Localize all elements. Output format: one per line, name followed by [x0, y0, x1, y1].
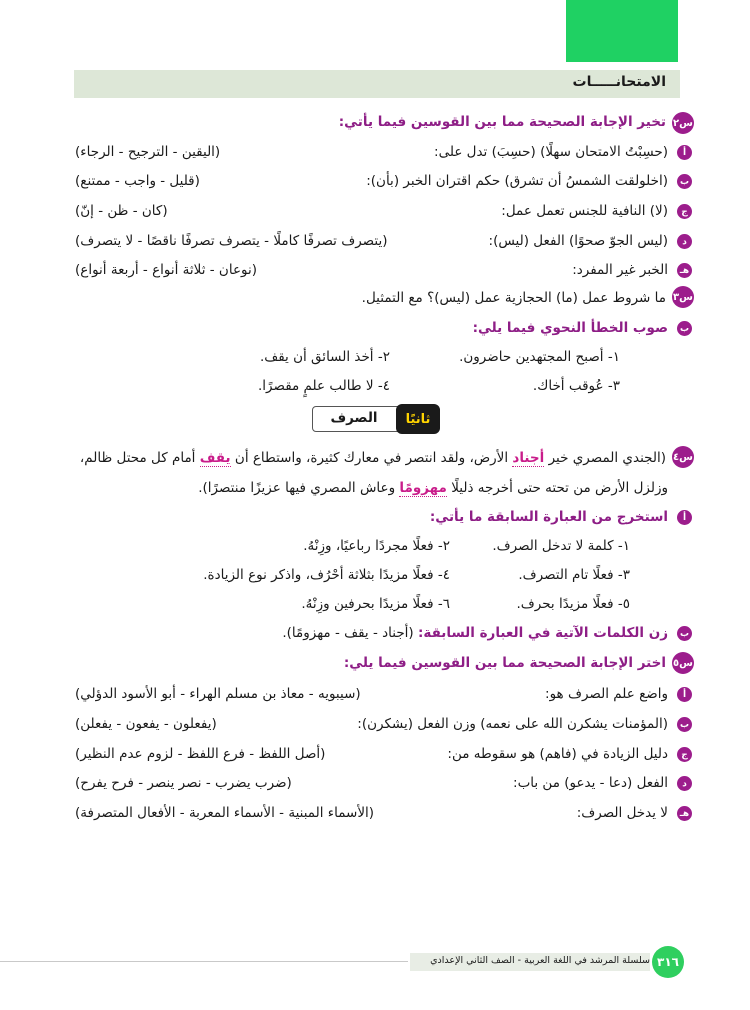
question-2-title: تخير الإجابة الصحيحة مما بين القوسين فيما يأتي: — [338, 114, 666, 130]
q4-passage-line-2 — [198, 480, 668, 496]
q3-correction-4: ٤- لا طالب علمٍ مقصرًا. — [258, 378, 390, 394]
section-name: الصرف — [330, 410, 378, 426]
q2-item-b-text: (اخلولقت الشمسُ أن تشرق) حكم اقتران الخبر (بأن): — [366, 173, 668, 189]
question-3-badge: س٣ — [672, 286, 694, 308]
passage-part: أمام كل محتل ظالم، — [79, 450, 196, 466]
q2-item-d-bullet: د — [677, 234, 692, 249]
page-number: ٣١٦ — [652, 946, 684, 978]
q5-item-d-text: الفعل (دعا - يدعو) من باب: — [513, 775, 668, 791]
q2-item-e-bullet: هـ — [677, 263, 692, 278]
passage-highlight-yaqif: يقف — [199, 450, 231, 466]
q5-item-d-options: (ضرب يضرب - نصر ينصر - فرح يفرح) — [75, 775, 292, 791]
q5-item-b-bullet: ب — [677, 717, 692, 732]
q4-extract-3: ٣- فعلًا تام التصرف. — [518, 567, 630, 583]
q2-item-e-text: الخبر غير المفرد: — [572, 262, 668, 278]
q2-item-c-bullet: ج — [677, 204, 692, 219]
q5-item-e-bullet: هـ — [677, 806, 692, 821]
passage-highlight-ajnad: أجناد — [512, 450, 545, 466]
passage-part: وعاش المصري فيها عزيزًا منتصرًا). — [198, 480, 396, 496]
q4-sub-b-text: (أجناد - يقف - مهزومًا). — [282, 625, 414, 641]
page-title: الامتحانـــــات — [572, 74, 666, 90]
q5-item-c-options: (أصل اللفظ - فرع اللفظ - لزوم عدم النظير) — [75, 746, 326, 762]
q4-sub-b-bullet: ب — [677, 626, 692, 641]
q3-correction-3: ٣- عُوقب أخاك. — [532, 378, 620, 394]
q4-extract-6: ٦- فعلًا مزيدًا بحرفين وزِنْهُ. — [301, 596, 450, 612]
question-3-title: ما شروط عمل (ما) الحجازية عمل (ليس)؟ مع التمثيل. — [361, 290, 666, 306]
q3-correction-1: ١- أصبح المجتهدين حاضرون. — [459, 349, 620, 365]
q4-extract-1: ١- كلمة لا تدخل الصرف. — [492, 538, 630, 554]
q5-item-c-bullet: ج — [677, 747, 692, 762]
q2-item-c-options: (كان - ظن - إنّ) — [75, 203, 168, 219]
q5-item-e-options: (الأسماء المبنية - الأسماء المعربة - الأفعال المتصرفة) — [75, 805, 375, 821]
q2-item-d-options: (يتصرف تصرفًا كاملًا - يتصرف تصرفًا ناقصًا - لا يتصرف) — [75, 233, 388, 249]
q5-item-e-text: لا يدخل الصرف: — [576, 805, 668, 821]
q4-sub-b-title: زن الكلمات الآتية في العبارة السابقة: — [418, 625, 668, 641]
q4-passage-line-1 — [80, 450, 666, 466]
q4-sub-a-bullet: أ — [677, 510, 692, 525]
q2-item-b-options: (قليل - واجب - ممتنع) — [75, 173, 200, 189]
q4-sub-a-title: استخرج من العبارة السابقة ما يأتي: — [429, 509, 668, 525]
q3-sub-b-bullet: ب — [677, 321, 692, 336]
section-number-label: ثانيًا — [396, 404, 440, 434]
q4-extract-2: ٢- فعلًا مجردًا رباعيًا، وزِنْهُ. — [303, 538, 450, 554]
passage-part: الأرض، ولقد انتصر في معارك كثيرة، واستطاع أن — [234, 450, 509, 466]
q5-item-a-bullet: أ — [677, 687, 692, 702]
passage-highlight-mahzouman: مهزومًا — [399, 480, 447, 496]
q5-item-b-options: (يفعلون - يفعون - يفعلن) — [75, 716, 217, 732]
q3-correction-2: ٢- أخذ السائق أن يقف. — [259, 349, 390, 365]
q2-item-c-text: (لا) النافية للجنس تعمل عمل: — [501, 203, 668, 219]
q5-item-a-options: (سيبويه - معاذ بن مسلم الهراء - أبو الأسود الدؤلي) — [75, 686, 361, 702]
top-green-tab — [566, 0, 678, 62]
question-2-badge: س٢ — [672, 112, 694, 134]
q5-item-c-text: دليل الزيادة في (فاهم) هو سقوطه من: — [447, 746, 668, 762]
q2-item-d-text: (ليس الجوّ صحوًا) الفعل (ليس): — [488, 233, 668, 249]
q2-item-a-bullet: أ — [677, 145, 692, 160]
q2-item-e-options: (نوعان - ثلاثة أنواع - أربعة أنواع) — [75, 262, 257, 278]
footer-series-title: سلسلة المرشد في اللغة العربية - الصف الثاني الإعدادي — [430, 955, 650, 966]
passage-part: وزلزل الأرض من تحته حتى أخرجه ذليلًا — [451, 480, 668, 496]
q4-extract-4: ٤- فعلًا مزيدًا بثلاثة أحْرُف، واذكر نوع الزيادة. — [203, 567, 450, 583]
q4-extract-5: ٥- فعلًا مزيدًا بحرف. — [516, 596, 630, 612]
q5-item-d-bullet: د — [677, 776, 692, 791]
question-5-badge: س٥ — [672, 652, 694, 674]
footer-rule — [0, 961, 408, 962]
q2-item-b-bullet: ب — [677, 174, 692, 189]
q4-sub-b-line — [282, 625, 668, 641]
question-4-badge: س٤ — [672, 446, 694, 468]
q3-sub-b-title: صوب الخطأ النحوي فيما يلي: — [472, 320, 668, 336]
q5-item-b-text: (المؤمنات يشكرن الله على نعمه) وزن الفعل (يشكرن): — [357, 716, 668, 732]
q2-item-a-text: (حسِبْتُ الامتحان سهلًا) (حسِبَ) تدل على: — [434, 144, 668, 160]
question-5-title: اختر الإجابة الصحيحة مما بين القوسين فيما يلي: — [343, 655, 666, 671]
q2-item-a-options: (اليقين - الترجيح - الرجاء) — [75, 144, 221, 160]
passage-part: (الجندي المصري خير — [548, 450, 666, 466]
q5-item-a-text: واضع علم الصرف هو: — [545, 686, 668, 702]
